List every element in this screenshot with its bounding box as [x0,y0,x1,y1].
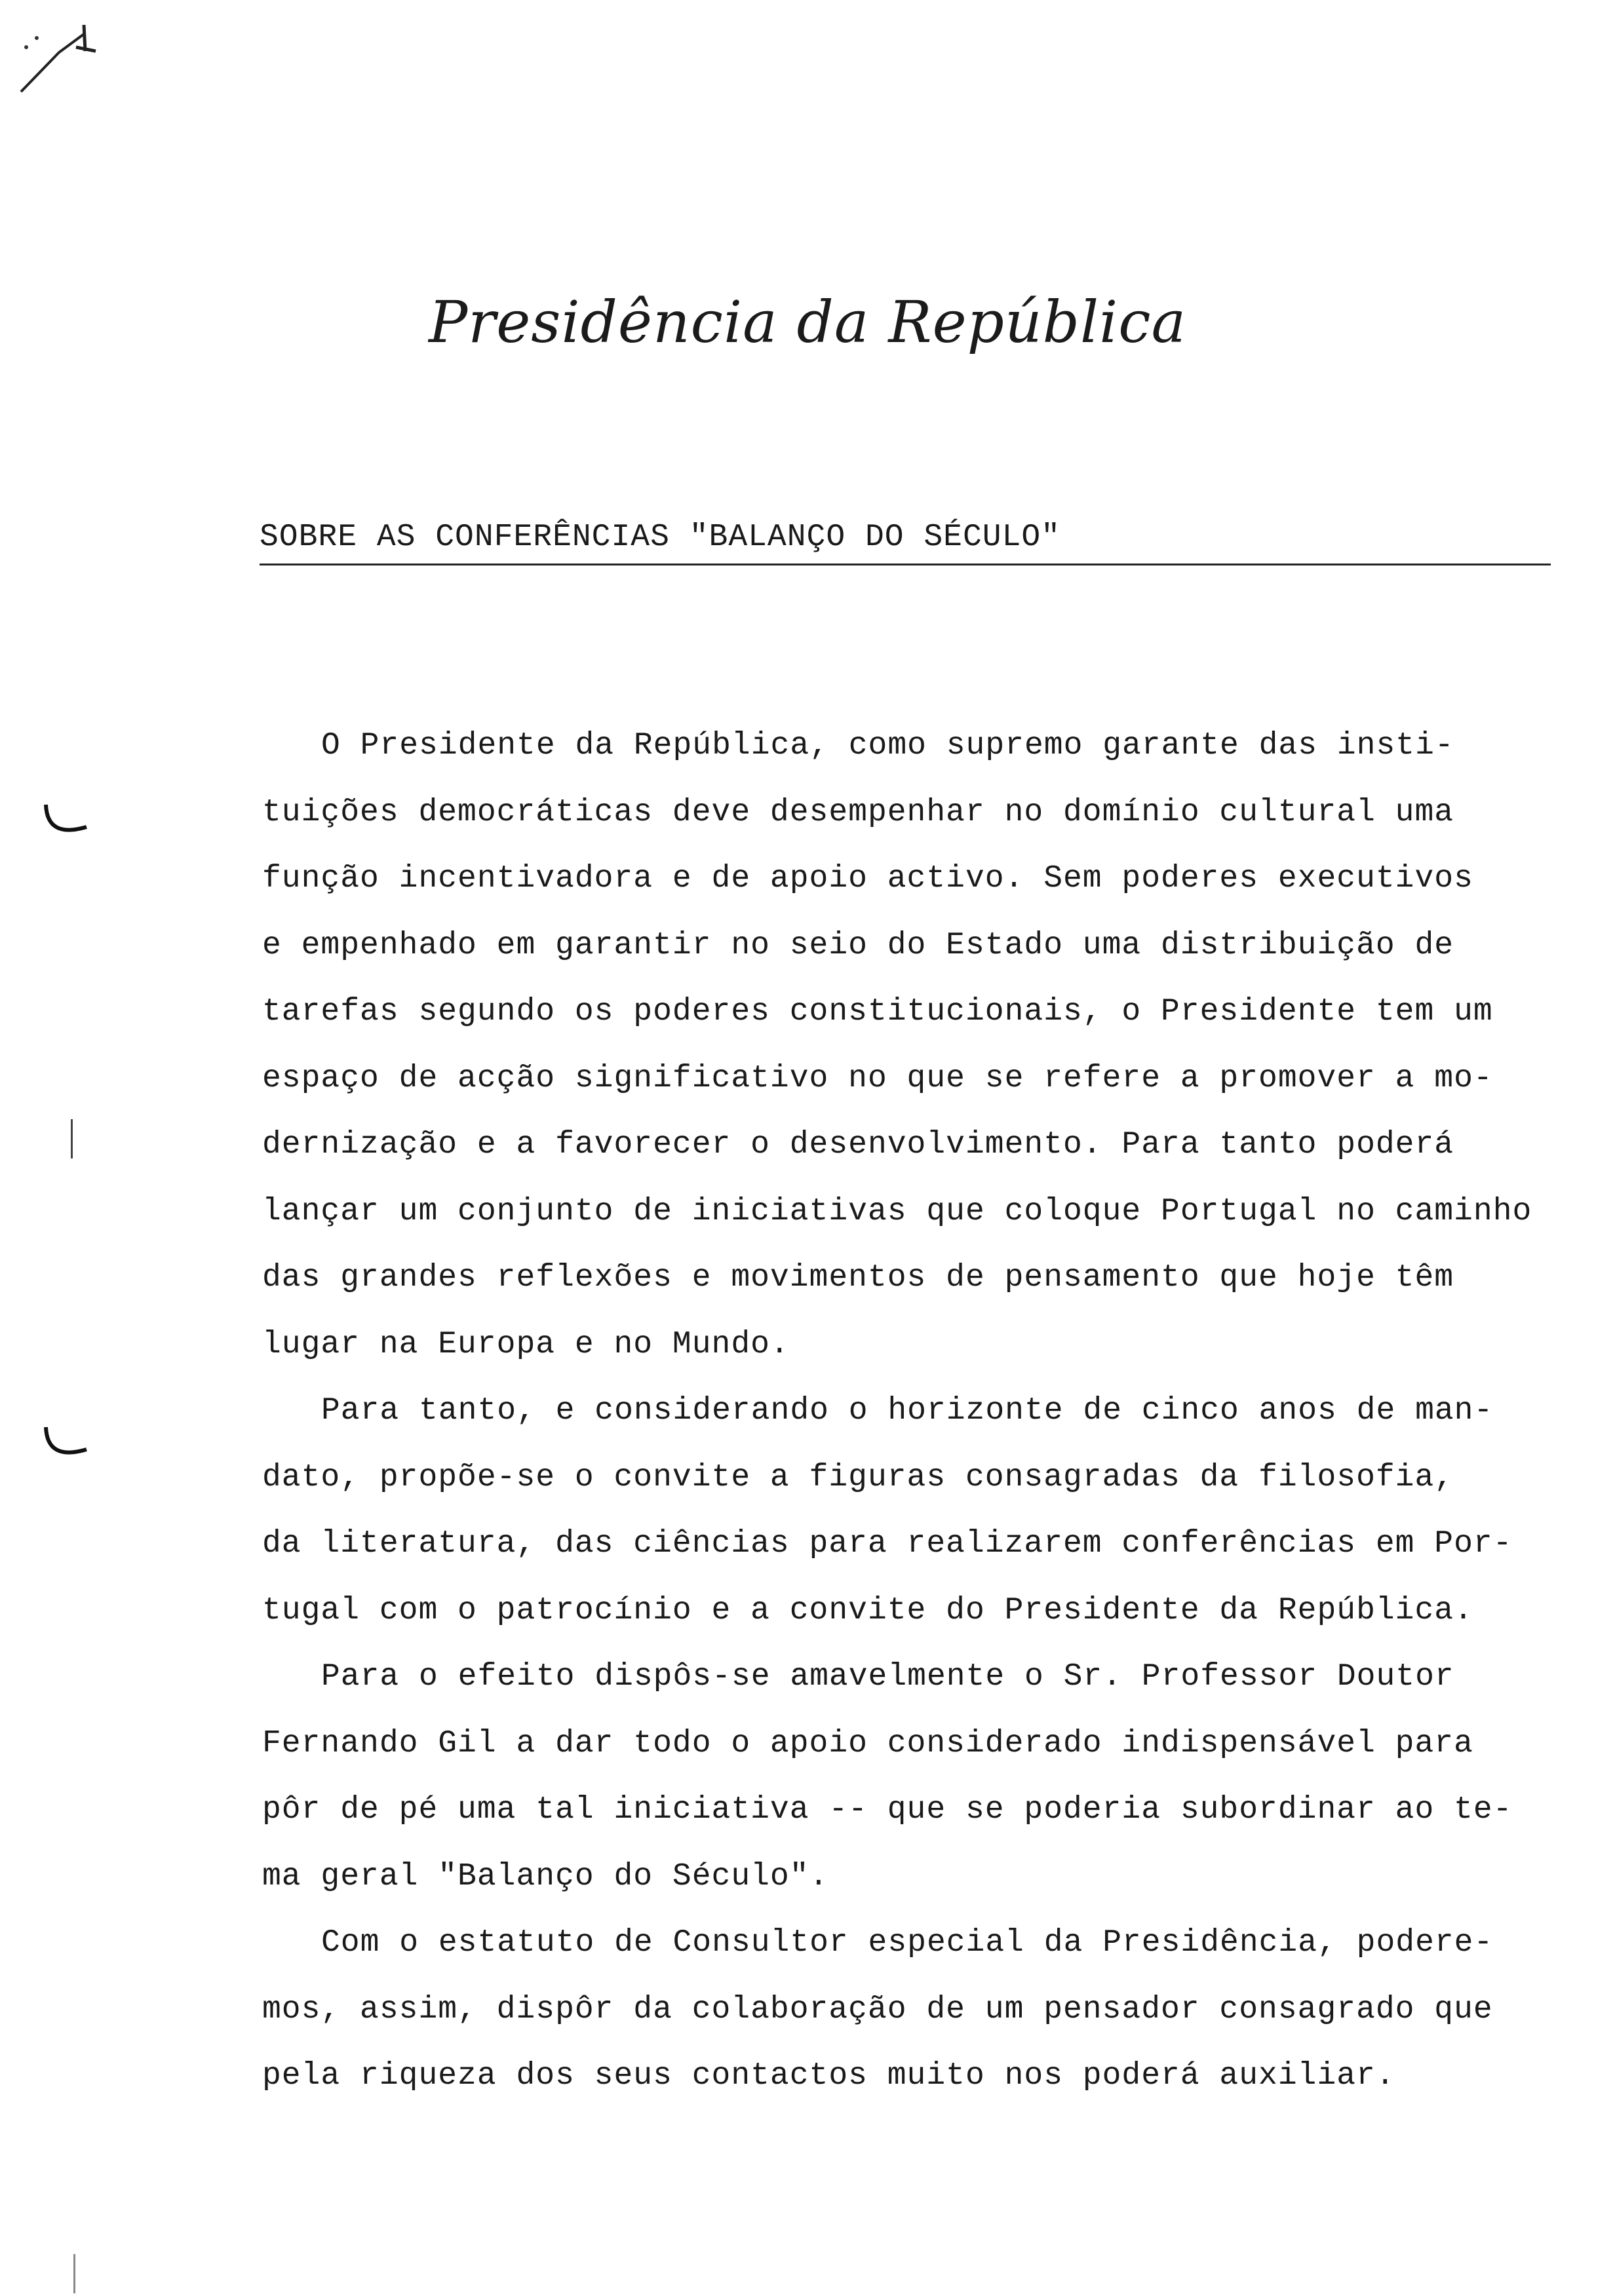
binder-hole-mark-bottom [41,1422,93,1474]
text-line: Fernando Gil a dar todo o apoio considerado indispensável para [262,1725,1473,1761]
text-line: função incentivadora e de apoio activo. Sem poderes executivos [262,861,1473,896]
text-line: Com o estatuto de Consultor especial da Presidência, podere- [321,1925,1494,1961]
binder-hole-mark-top [41,799,93,852]
paragraph [262,1910,1560,2110]
text-line: dernização e a favorecer o desenvolvimento. Para tanto poderá [262,1127,1454,1162]
text-line: das grandes reflexões e movimentos de pensamento que hoje têm [262,1260,1454,1295]
paragraph [262,1644,1560,1910]
text-line: dato, propõe-se o convite a figuras consagradas da filosofia, [262,1459,1454,1495]
text-line: Para o efeito dispôs-se amavelmente o Sr. Professor Doutor [321,1659,1454,1694]
text-line: espaço de acção significativo no que se refere a promover a mo- [262,1060,1493,1096]
text-line: lançar um conjunto de iniciativas que coloque Portugal no caminho [262,1193,1532,1229]
heading-block [260,518,1551,557]
body-text [262,713,1560,2110]
text-line: tugal com o patrocínio e a convite do Presidente da República. [262,1592,1473,1628]
margin-stroke [71,1119,73,1158]
margin-stroke [73,2254,75,2293]
paragraph [262,1378,1560,1644]
text-line: tarefas segundo os poderes constitucionais, o Presidente tem um [262,994,1493,1029]
corner-pen-mark [13,13,105,105]
text-line: mos, assim, dispôr da colaboração de um pensador consagrado que [262,1991,1493,2027]
letterhead: Presidência da República [428,288,1187,356]
paragraph [262,713,1560,1378]
title-underline [260,564,1551,565]
text-line: pela riqueza dos seus contactos muito nos poderá auxiliar. [262,2058,1395,2094]
text-line: tuições democráticas deve desempenhar no domínio cultural uma [262,794,1454,830]
text-line: O Presidente da República, como supremo garante das insti- [321,728,1454,763]
text-line: da literatura, das ciências para realizarem conferências em Por- [262,1526,1513,1561]
text-line: ma geral "Balanço do Século". [262,1858,829,1894]
text-line: lugar na Europa e no Mundo. [262,1326,790,1362]
document-title: SOBRE AS CONFERÊNCIAS "BALANÇO DO SÉCULO" [260,520,1060,555]
text-line: e empenhado em garantir no seio do Estado uma distribuição de [262,927,1454,963]
text-line: pôr de pé uma tal iniciativa -- que se poderia subordinar ao te- [262,1792,1513,1827]
text-line: Para tanto, e considerando o horizonte de cinco anos de man- [321,1393,1494,1428]
